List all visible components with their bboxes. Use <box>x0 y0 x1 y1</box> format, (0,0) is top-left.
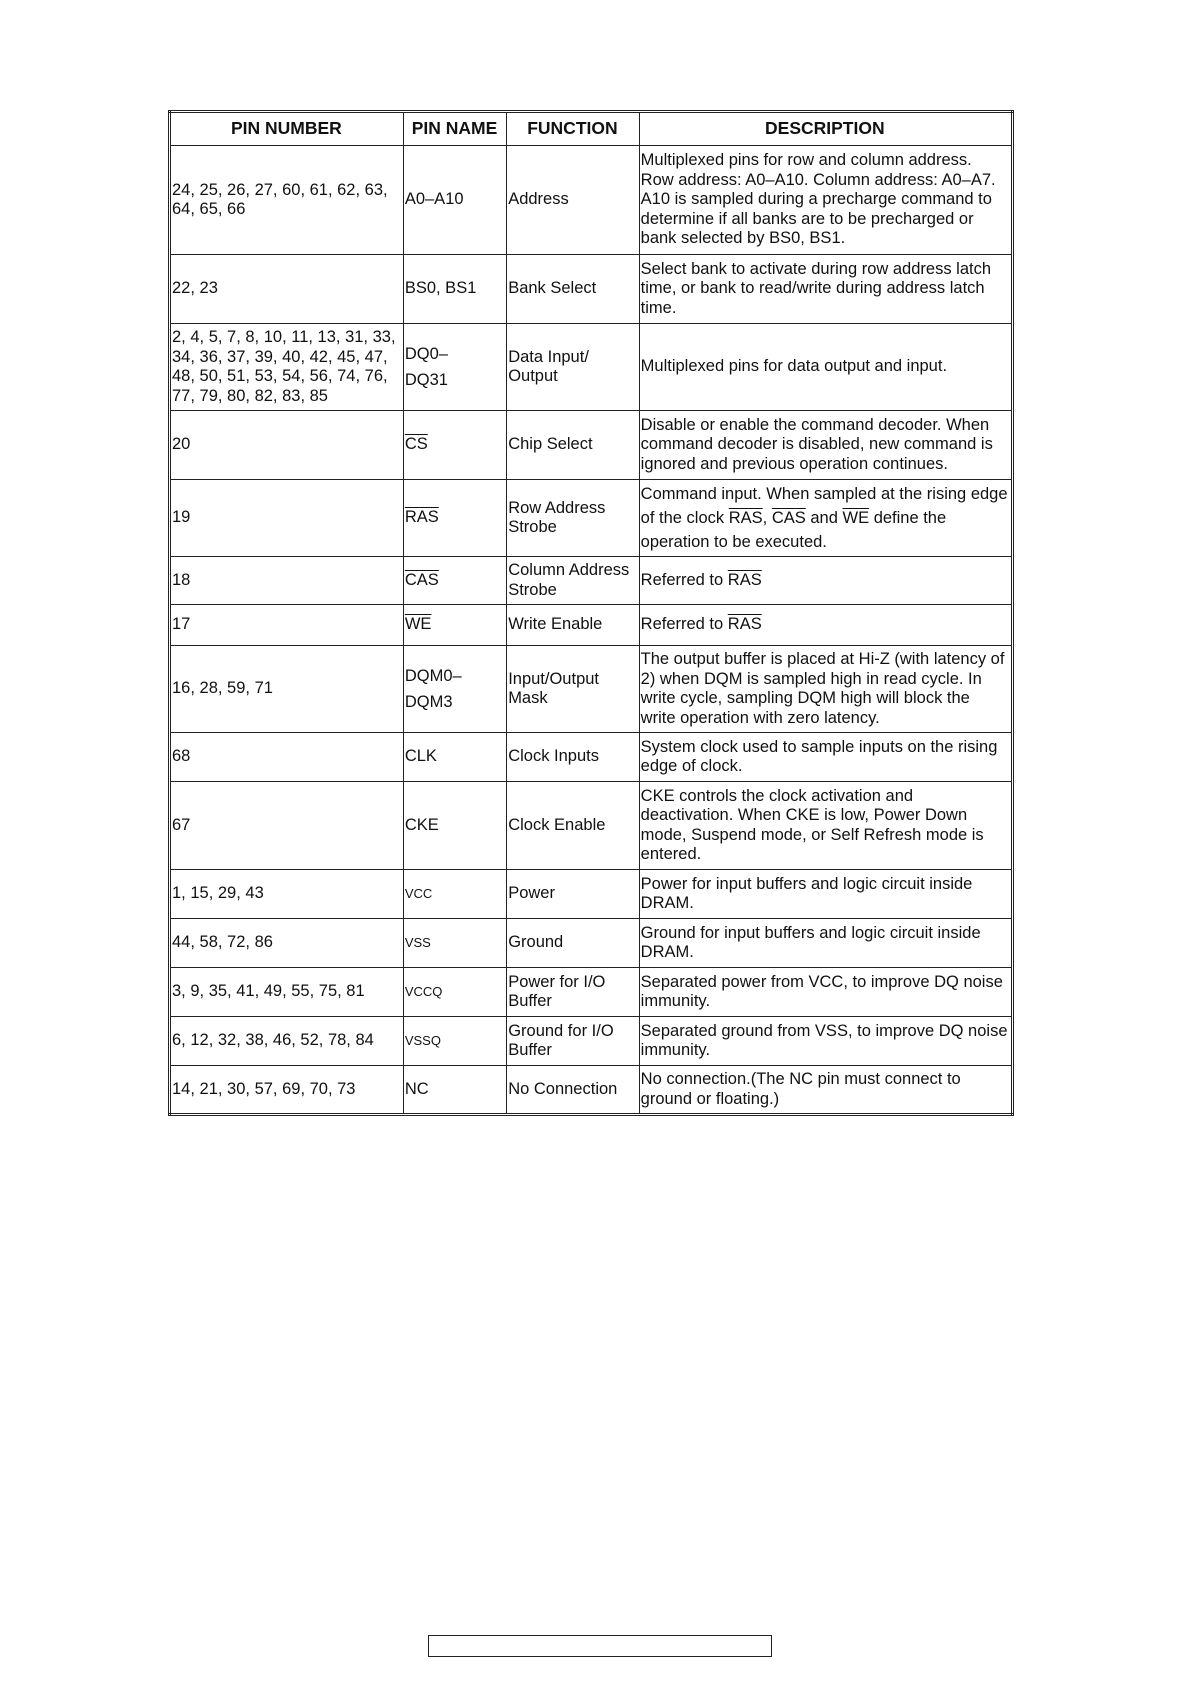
page-footer-box <box>428 1635 772 1657</box>
table-row <box>170 782 1013 870</box>
pin-name-cell <box>403 411 506 480</box>
pin-name-cell <box>403 605 506 646</box>
function-cell: No Connection <box>507 1066 639 1115</box>
table-header-row <box>170 112 1013 146</box>
function-cell: Data Input/ Output <box>507 324 639 411</box>
pin-name-overline: $\overline{CS}$ <box>404 435 428 454</box>
table-row <box>170 411 1013 480</box>
pin-name-cell <box>403 919 506 968</box>
signal-we: $\overline{WE}$ <box>842 509 870 527</box>
pin-name-text: VCC <box>404 886 433 902</box>
table-row <box>170 480 1013 557</box>
header-pin-number: PIN NUMBER <box>170 112 404 146</box>
pin-number-cell: 19 <box>170 480 404 557</box>
description-cell <box>639 480 1012 557</box>
pin-name-cell: BS0, BS1 <box>403 255 506 324</box>
table-row <box>170 255 1013 324</box>
pin-name-line-2: DQ31 <box>404 371 448 389</box>
header-description: DESCRIPTION <box>639 112 1012 146</box>
table-row <box>170 324 1013 411</box>
pin-name-overline: $\overline{CAS}$ <box>404 570 439 589</box>
pin-number-cell: 20 <box>170 411 404 480</box>
description-cell: Multiplexed pins for data output and input. <box>639 324 1012 411</box>
description-cell: No connection.(The NC pin must connect to ground or floating.) <box>639 1066 1012 1115</box>
description-cell: Separated ground from VSS, to improve DQ noise immunity. <box>639 1017 1012 1066</box>
table-row <box>170 146 1013 255</box>
pin-name-text: VSSQ <box>404 1033 441 1049</box>
table-row <box>170 557 1013 605</box>
pin-number-cell: 17 <box>170 605 404 646</box>
pin-name-overline: $\overline{RAS}$ <box>404 508 439 527</box>
pin-name-cell: A0–A10 <box>403 146 506 255</box>
pin-number-cell: 16, 28, 59, 71 <box>170 646 404 733</box>
function-cell: Clock Enable <box>507 782 639 870</box>
function-cell: Ground for I/O Buffer <box>507 1017 639 1066</box>
description-cell: Ground for input buffers and logic circuit inside DRAM. <box>639 919 1012 968</box>
table-row <box>170 605 1013 646</box>
pin-description-table <box>168 110 1014 1116</box>
pin-name-cell <box>403 1017 506 1066</box>
table-row <box>170 733 1013 782</box>
pin-number-cell: 22, 23 <box>170 255 404 324</box>
description-text: Referred to <box>640 570 724 589</box>
header-function: FUNCTION <box>507 112 639 146</box>
header-pin-name: PIN NAME <box>403 112 506 146</box>
pin-name-cell: CLK <box>403 733 506 782</box>
pin-number-cell: 67 <box>170 782 404 870</box>
description-cell <box>639 605 1012 646</box>
pin-name-line-2: DQM3 <box>404 693 453 711</box>
function-cell: Chip Select <box>507 411 639 480</box>
table-row <box>170 968 1013 1017</box>
pin-number-cell: 24, 25, 26, 27, 60, 61, 62, 63, 64, 65, 66 <box>170 146 404 255</box>
table-row <box>170 646 1013 733</box>
pin-name-cell <box>403 968 506 1017</box>
function-cell: Clock Inputs <box>507 733 639 782</box>
pin-number-cell: 3, 9, 35, 41, 49, 55, 75, 81 <box>170 968 404 1017</box>
function-cell: Write Enable <box>507 605 639 646</box>
description-cell: CKE controls the clock activation and deactivation. When CKE is low, Power Down mode, Suspend mode, or Self Refresh mode is entered. <box>639 782 1012 870</box>
description-text: Referred to <box>640 615 724 634</box>
description-text: Command input. When sampled at the rising edge of the clock <box>640 485 1008 527</box>
pin-number-cell: 14, 21, 30, 57, 69, 70, 73 <box>170 1066 404 1115</box>
description-cell: System clock used to sample inputs on the rising edge of clock. <box>639 733 1012 782</box>
description-cell: Disable or enable the command decoder. When command decoder is disabled, new command is ignored and previous operation continues. <box>639 411 1012 480</box>
pin-number-cell: 68 <box>170 733 404 782</box>
table-row <box>170 870 1013 919</box>
pin-name-cell <box>403 557 506 605</box>
signal-ras: $\overline{RAS}$ <box>727 570 762 589</box>
signal-ras: $\overline{RAS}$ <box>727 615 762 634</box>
function-cell: Bank Select <box>507 255 639 324</box>
description-cell: The output buffer is placed at Hi-Z (with latency of 2) when DQM is sampled high in read cycle. In write cycle, sampling DQM high will block the write operation with zero latency. <box>639 646 1012 733</box>
pin-number-cell: 18 <box>170 557 404 605</box>
function-cell: Power <box>507 870 639 919</box>
pin-name-text: VSS <box>404 935 431 951</box>
function-cell: Column Address Strobe <box>507 557 639 605</box>
pin-name-cell <box>403 480 506 557</box>
conjunction: and <box>810 509 838 527</box>
description-cell: Select bank to activate during row address latch time, or bank to read/write during address latch time. <box>639 255 1012 324</box>
table-row <box>170 1017 1013 1066</box>
pin-name-line-1: DQ0– <box>404 345 448 363</box>
pin-name-text: VCCQ <box>404 984 443 1000</box>
function-cell: Power for I/O Buffer <box>507 968 639 1017</box>
function-cell: Input/Output Mask <box>507 646 639 733</box>
signal-cas: $\overline{CAS}$ <box>771 509 806 527</box>
pin-name-line-1: DQM0– <box>404 667 462 685</box>
table-row <box>170 1066 1013 1115</box>
pin-number-cell: 2, 4, 5, 7, 8, 10, 11, 13, 31, 33, 34, 36, 37, 39, 40, 42, 45, 47, 48, 50, 51, 53, 54, 56, 74, 76, 77, 79, 80, 82, 83, 85 <box>170 324 404 411</box>
description-text: define the operation to be executed. <box>640 509 947 551</box>
table-row <box>170 919 1013 968</box>
pin-number-cell: 1, 15, 29, 43 <box>170 870 404 919</box>
separator: , <box>762 509 768 527</box>
pin-number-cell: 6, 12, 32, 38, 46, 52, 78, 84 <box>170 1017 404 1066</box>
description-cell: Multiplexed pins for row and column address. Row address: A0–A10. Column address: A0–A7. A10 is sampled during a precharge command to determine if all banks are to be precharged or bank selected by BS0, BS1. <box>639 146 1012 255</box>
pin-number-cell: 44, 58, 72, 86 <box>170 919 404 968</box>
description-cell <box>639 557 1012 605</box>
pin-name-cell: CKE <box>403 782 506 870</box>
description-cell: Power for input buffers and logic circuit inside DRAM. <box>639 870 1012 919</box>
function-cell: Row Address Strobe <box>507 480 639 557</box>
pin-name-cell <box>403 646 506 733</box>
function-cell: Ground <box>507 919 639 968</box>
pin-name-overline: $\overline{WE}$ <box>404 615 432 634</box>
function-cell: Address <box>507 146 639 255</box>
signal-ras: $\overline{RAS}$ <box>728 509 763 527</box>
description-cell: Separated power from VCC, to improve DQ noise immunity. <box>639 968 1012 1017</box>
pin-name-cell: NC <box>403 1066 506 1115</box>
pin-name-cell <box>403 870 506 919</box>
pin-name-cell <box>403 324 506 411</box>
